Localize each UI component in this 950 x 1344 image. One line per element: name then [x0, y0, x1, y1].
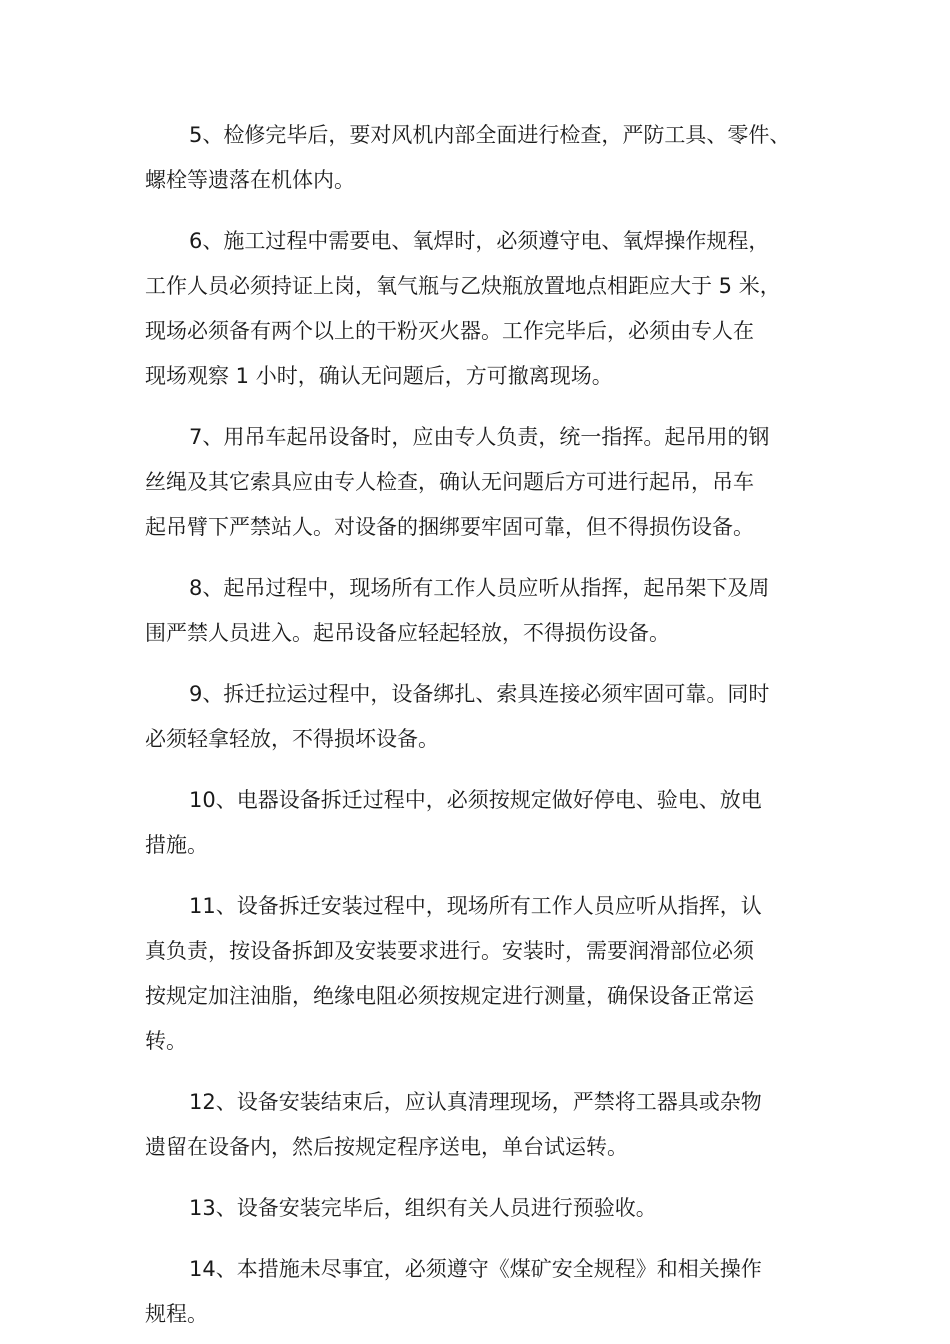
paragraph-item-5	[145, 113, 820, 203]
text-line: 规程。	[145, 1302, 208, 1326]
text-line: 工作人员必须持证上岗，氧气瓶与乙炔瓶放置地点相距应大于 5 米，	[145, 274, 781, 298]
text-line: 13、设备安装完毕后，组织有关人员进行预验收。	[189, 1196, 657, 1220]
text-line: 10、电器设备拆迁过程中，必须按规定做好停电、验电、放电	[189, 788, 762, 812]
text-line: 围严禁人员进入。起吊设备应轻起轻放，不得损伤设备。	[145, 621, 670, 645]
text-line: 现场必须备有两个以上的干粉灭火器。工作完毕后，必须由专人在	[145, 319, 754, 343]
text-line: 9、拆迁拉运过程中，设备绑扎、索具连接必须牢固可靠。同时	[189, 682, 770, 706]
document-body	[145, 113, 820, 1337]
text-line: 6、施工过程中需要电、氧焊时，必须遵守电、氧焊操作规程，	[189, 229, 770, 253]
text-line: 丝绳及其它索具应由专人检查，确认无问题后方可进行起吊，吊车	[145, 470, 754, 494]
paragraph-item-11	[145, 884, 820, 1064]
paragraph-item-10	[145, 778, 820, 868]
text-line: 8、起吊过程中，现场所有工作人员应听从指挥，起吊架下及周	[189, 576, 770, 600]
text-line: 起吊臂下严禁站人。对设备的捆绑要牢固可靠，但不得损伤设备。	[145, 515, 754, 539]
text-line: 按规定加注油脂，绝缘电阻必须按规定进行测量，确保设备正常运	[145, 984, 754, 1008]
paragraph-item-7	[145, 415, 820, 550]
text-line: 遗留在设备内，然后按规定程序送电，单台试运转。	[145, 1135, 628, 1159]
text-line: 现场观察 1 小时，确认无问题后，方可撤离现场。	[145, 364, 613, 388]
text-line: 真负责，按设备拆卸及安装要求进行。安装时，需要润滑部位必须	[145, 939, 754, 963]
paragraph-item-8	[145, 566, 820, 656]
text-line: 11、设备拆迁安装过程中，现场所有工作人员应听从指挥，认	[189, 894, 762, 918]
paragraph-item-6	[145, 219, 820, 399]
paragraph-item-12	[145, 1080, 820, 1170]
text-line: 7、用吊车起吊设备时，应由专人负责，统一指挥。起吊用的钢	[189, 425, 770, 449]
text-line: 螺栓等遗落在机体内。	[145, 168, 355, 192]
text-line: 措施。	[145, 833, 208, 857]
text-line: 12、设备安装结束后，应认真清理现场，严禁将工器具或杂物	[189, 1090, 762, 1114]
text-line: 5、检修完毕后，要对风机内部全面进行检查，严防工具、零件、	[189, 123, 791, 147]
text-line: 转。	[145, 1029, 187, 1053]
paragraph-item-9	[145, 672, 820, 762]
paragraph-item-13	[145, 1186, 820, 1231]
text-line: 必须轻拿轻放，不得损坏设备。	[145, 727, 439, 751]
paragraph-item-14	[145, 1247, 820, 1337]
text-line: 14、本措施未尽事宜，必须遵守《煤矿安全规程》和相关操作	[189, 1257, 762, 1281]
